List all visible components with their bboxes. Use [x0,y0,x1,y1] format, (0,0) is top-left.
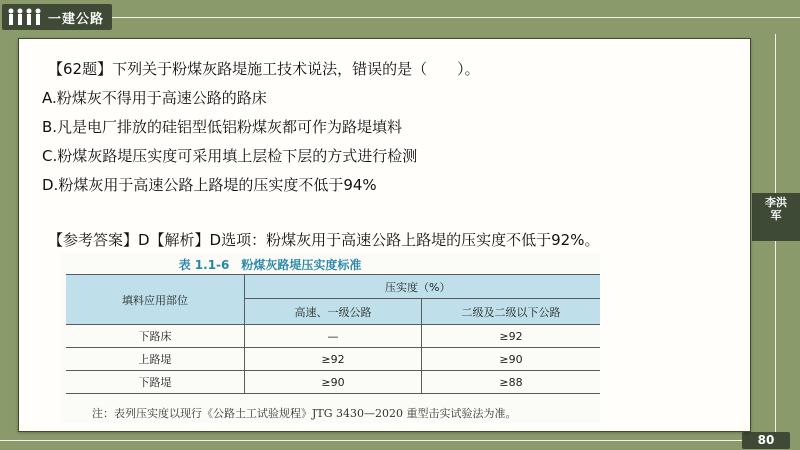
table-note: 注：表列压实度以现行《公路土工试验规程》JTG 3430—2020 重型击实试验法为准。 [92,407,517,420]
table-row [66,348,600,371]
people-icon [6,6,46,28]
table-cell-value: ≥88 [422,371,601,394]
logo-text: 一建公路 [48,12,105,27]
table-row [66,371,600,394]
option-c: C.粉煤灰路堤压实度可采用填上层检下层的方式进行检测 [42,147,418,165]
header-rule [112,17,800,18]
table-cell-part: 上路堤 [66,348,245,371]
table-cell-value: — [245,325,422,348]
table-header-part: 填料应用部位 [66,275,245,325]
lecturer-name: 李洪军 [765,196,787,222]
table-row [66,325,600,348]
table-cell-part: 下路床 [66,325,245,348]
table-header-highway: 高速、一级公路 [245,299,422,325]
question-stem: 【62题】下列关于粉煤灰路堤施工技术说法，错误的是（ ）。 [48,60,480,78]
lecturer-tab [752,193,800,241]
top-bar [0,0,800,34]
answer-explanation: 【参考答案】D【解析】D选项：粉煤灰用于高速公路上路堤的压实度不低于92%。 [48,231,600,249]
page-number: 80 [742,432,790,449]
option-a: A.粉煤灰不得用于高速公路的路床 [42,89,267,107]
footer-rule [0,440,742,441]
table-cell-part: 下路堤 [66,371,245,394]
compaction-table [66,274,600,394]
course-logo [2,4,112,30]
table-title: 表 1.1-6 粉煤灰路堤压实度标准 [178,258,362,272]
table-cell-value: ≥92 [245,348,422,371]
option-d: D.粉煤灰用于高速公路上路堤的压实度不低于94% [42,176,377,194]
table-header-secondary: 二级及二级以下公路 [422,299,601,325]
option-b: B.凡是电厂排放的硅铝型低铝粉煤灰都可作为路堤填料 [42,118,403,136]
compaction-standard-table-figure [60,253,600,423]
table-cell-value: ≥92 [422,325,601,348]
table-header-compaction: 压实度（%） [245,275,601,299]
table-cell-value: ≥90 [245,371,422,394]
table-cell-value: ≥90 [422,348,601,371]
